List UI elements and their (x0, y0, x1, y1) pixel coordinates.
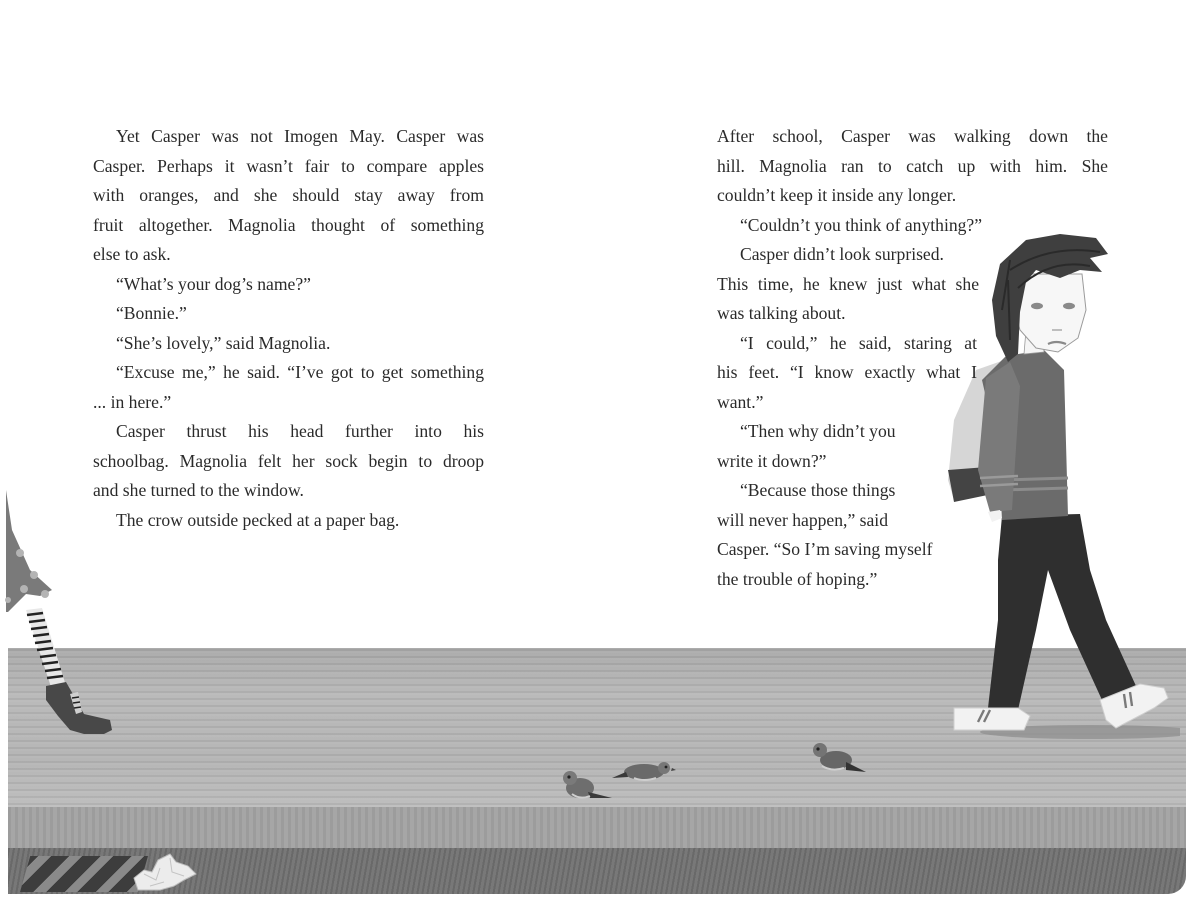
sparrow-icon (810, 740, 866, 776)
crumpled-paper-icon (130, 852, 200, 892)
paragraph (717, 122, 1108, 211)
sparrow-icon (558, 766, 614, 804)
paragraph (93, 417, 484, 506)
left-page-text (93, 122, 484, 535)
storm-drain-grate (20, 856, 148, 892)
text-line: Casper. Perhaps it wasn’t fair to compare apples (93, 155, 484, 176)
text-line: write it down?” (717, 450, 827, 471)
text-line: Casper didn’t look surprised. (740, 244, 944, 264)
text-line: want.” (717, 391, 764, 412)
text-line: “Couldn’t you think of anything?” (740, 214, 983, 235)
text-line: Casper. “So I’m saving myself (717, 539, 933, 559)
text-line: the trouble of hoping.” (717, 568, 878, 589)
paragraph (717, 417, 917, 476)
text-line: schoolbag. Magnolia felt her sock begin to droop (93, 450, 484, 471)
paragraph (717, 211, 1108, 241)
paragraph (93, 506, 484, 536)
paragraph (93, 122, 484, 270)
paragraph (717, 240, 979, 329)
text-line: with oranges, and she should stay away from (93, 185, 484, 205)
text-line: “She’s lovely,” said Magnolia. (116, 332, 331, 353)
text-line: “Because those things (740, 480, 896, 500)
text-line: “Excuse me,” he said. “I’ve got to get something (116, 362, 484, 382)
text-line: After school, Casper was walking down the (717, 126, 1108, 146)
paragraph (93, 270, 484, 300)
text-line: and she turned to the window. (93, 480, 304, 500)
sparrow-icon (612, 758, 676, 784)
paragraph (93, 299, 484, 329)
paragraph (717, 329, 977, 418)
text-line: hill. Magnolia ran to catch up with him. She (717, 155, 1108, 176)
text-line: else to ask. (93, 244, 171, 264)
text-line: will never happen,” said (717, 509, 888, 530)
text-line: “What’s your dog’s name?” (116, 273, 311, 294)
text-line: “I could,” he said, staring at (740, 332, 977, 353)
text-line: was talking about. (717, 303, 846, 323)
right-page-text (717, 122, 1108, 594)
text-line: “Bonnie.” (116, 303, 187, 323)
paragraph (93, 329, 484, 359)
paragraph (93, 358, 484, 417)
text-line: “Then why didn’t you (740, 421, 896, 441)
text-line: couldn’t keep it inside any longer. (717, 185, 957, 205)
text-line: This time, he knew just what she (717, 273, 979, 294)
curb (8, 807, 1186, 848)
text-line: Casper thrust his head further into his (116, 421, 484, 441)
text-line: his feet. “I know exactly what I (717, 362, 977, 382)
text-line: The crow outside pecked at a paper bag. (116, 509, 400, 530)
paragraph (717, 476, 947, 594)
text-line: ... in here.” (93, 391, 172, 412)
text-line: fruit altogether. Magnolia thought of something (93, 214, 484, 235)
text-line: Yet Casper was not Imogen May. Casper was (116, 126, 484, 146)
